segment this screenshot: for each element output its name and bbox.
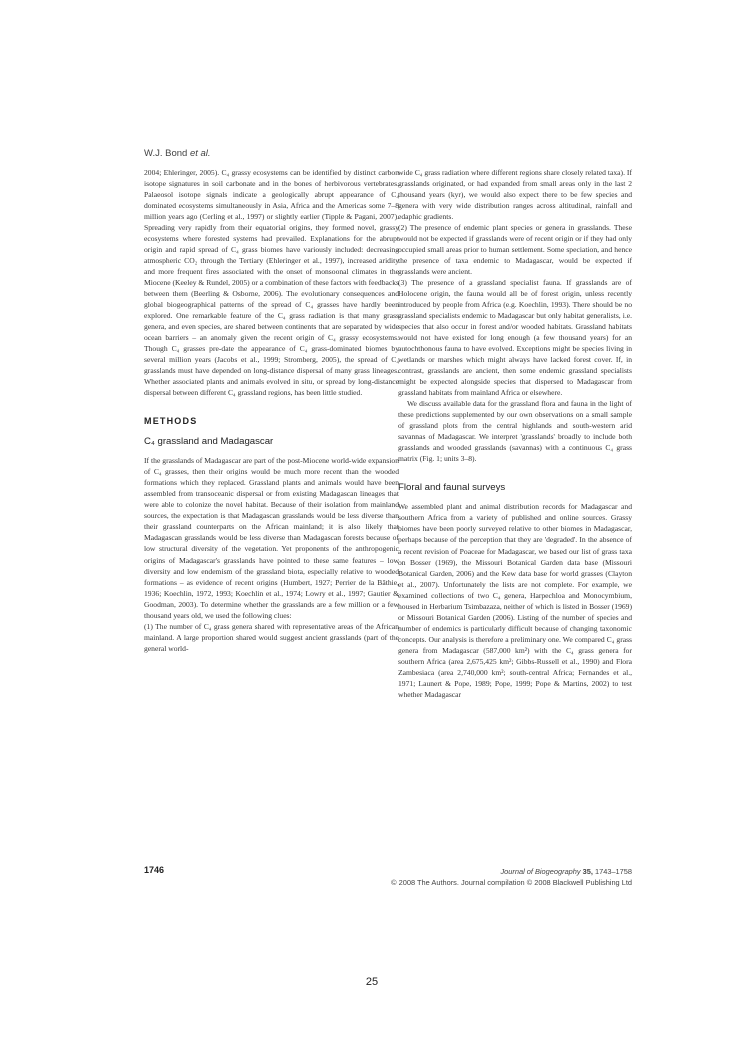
right-column — [398, 167, 632, 700]
clue-1-start: (1) The number of C₄ grass genera shared with representative areas of the African mainland. A large proportion shared would suggest ancient grasslands (part of the general world- — [144, 621, 399, 653]
journal-volume: 35, — [582, 867, 593, 876]
surveys-paragraph: We assembled plant and animal distribution records for Madagascar and southern Africa from a variety of published and online sources. Grassy biomes have been poorly surveyed relative to other biomes in Madagascar, perhaps because of the perception that they are 'degraded'. In the absence of a recent revision of Poaceae for Madagascar, we based our list of grass taxa on Bosser (1969), the Missouri Botanical Garden data base (Missouri Botanical Garden, 2006) and the Kew data base for world grasses (Clayton et al., 2007). Unfortunately the lists are not complete. For example, we examined collections of two C₄ genera, Harpechloa and Monocymbium, housed in Herbarium Tsimbazaza, neither of which is listed in Bosser (1969) or Missouri Botanical Garden (2006). Listing of the number of species and number of endemics is particularly difficult because of changing taxonomic concepts. Our analysis is therefore a preliminary one. We compared C₄ grass genera from Madagascar (587,000 km²) with the C₄ grass genera for southern Africa (area 2,675,425 km²; Gibbs-Russell et al., 1990) and Flora Zambesiaca (area 2,740,000 km²; south-central Africa; Fernandes et al., 1971; Launert & Pope, 1989; Pope, 1999; Pope & Martins, 2002) to test whether Madagascar — [398, 502, 632, 699]
clue-2: (2) The presence of endemic plant species or genera in grasslands. These would not be expected if grasslands were of recent origin or if they had only occupied small areas prior to human settlement. Some speciation, and hence the presence of taxa endemic to Madagascar, would be expected if grasslands were ancient. — [398, 223, 632, 277]
methods-paragraph: If the grasslands of Madagascar are part of the post-Miocene world-wide expansion of C₄ grasses, then their origins would be much more recent than the wooded formations which they replaced. Grassland plants and animals would have been assembled from transoceanic dispersal or from existing Madagascan lineages that were able to colonize the novel habitat. Because of their isolation from mainland sources, the expectation is that Madagascan grasslands would be less diverse than their grassland counterparts on the African mainland; it is also likely that Madagascan grasslands would be less diverse than Madagascan forests because of low structural diversity of the vegetation. Yet proponents of the anthropogenic origins of Madagascar's grasslands have pointed to these same features – low diversity and low endemism of the grassland biota, especially relative to wooded formations – as evidence of recent origins (Humbert, 1927; Perrier de la Bâthie, 1936; Koechlin, 1972, 1993; Koechlin et al., 1974; Lowry et al., 1997; Gautier & Goodman, 2003). To determine whether the grasslands are a few million or a few thousand years old, we used the following clues: — [144, 456, 399, 620]
running-head — [144, 148, 211, 159]
intro-paragraph: 2004; Ehleringer, 2005). C₄ grassy ecosystems can be identified by distinct carbon isotope signatures in soil carbonate and in the bones of herbivorous vertebrates. Palaeosol isotope signals indicate a geologically abrupt appearance of C₄ dominated ecosystems simultaneously in Asia, Africa and the Americas some 7–8 million years ago (Cerling et al., 1997) or slightly earlier (Tipple & Pagani, 2007). Spreading very rapidly from their equatorial origins, they formed novel, grassy ecosystems where forested systems had prevailed. Explanations for the abrupt origin and rapid spread of C₄ grass biomes have variously included: decreasing atmospheric CO₂ through the Tertiary (Ehleringer et al., 1997), increased aridity and more frequent fires associated with the onset of monsoonal climates in the Miocene (Keeley & Rundel, 2005) or a combination of these factors with feedbacks between them (Beerling & Osborne, 2006). The evolutionary consequences and global biogeographical patterns of the spread of C₄ grasses have hardly been explored. One remarkable feature of the C₄ grass radiation is that many grass genera, and even species, are shared between continents that are separated by wide ocean barriers – an anomaly given the recent origin of C₄ grassy ecosystems. Though C₄ grasses pre-date the appearance of C₄ grass-dominated biomes by several million years (Jacobs et al., 1999; Stromberg, 2005), the spread of C₄ grasslands must have depended on long-distance dispersal of many grass lineages. Whether associated plants and animals evolved in situ, or spread by long-distance dispersal between different C₄ grassland regions, has been little studied. — [144, 168, 399, 398]
left-column — [144, 167, 399, 654]
journal-pages: 1743–1758 — [595, 867, 632, 876]
clue-1-end: wide C₄ grass radiation where different regions share closely related taxa). If grasslands originated, or had expanded from small areas only in the last 2 thousand years (kyr), we would also expect there to be few species and genera with very wide distribution ranges across altitudinal, rainfall and edaphic gradients. — [398, 168, 632, 222]
running-head-authors: W.J. Bond — [144, 148, 188, 159]
clue-3: (3) The presence of a grassland specialist fauna. If grasslands are of Holocene origin, the fauna would all be of forest origin, unless recently introduced by people from Africa (e.g. Koechlin, 1993). There should be no grassland specialists endemic to Madagascar but only habitat generalists, i.e. species that also occur in forest and/or wooded habitats. Grassland habitats would not have existed for long enough (a few thousand years) for an autochthonous fauna to have evolved. Exceptions might be species living in wetlands or marshes which might always have lacked forest cover. If, in contrast, grasslands are ancient, then some endemic grassland specialists might be expected alongside species that dispersed to Madagascar from grassland habitats from mainland Africa or elsewhere. — [398, 278, 632, 398]
folio-page-number: 1746 — [144, 865, 165, 875]
journal-name: Journal of Biogeography — [500, 867, 581, 876]
subheading-c4-grassland-madagascar: C₄ grassland and Madagascar — [144, 436, 274, 448]
running-head-etal: et al. — [189, 148, 211, 159]
subheading-floral-faunal-surveys: Floral and faunal surveys — [398, 482, 506, 494]
methods-heading: METHODS — [144, 416, 198, 427]
discussion-paragraph: We discuss available data for the grassland flora and fauna in the light of these predictions supplemented by our own observations on a small sample of grassland plots from the central highlands and south-western arid savannas of Madagascar. We interpret 'grasslands' broadly to include both grasslands and wooded grasslands (savannas) with a continuous C₄ grass matrix (Fig. 1; units 3–8). — [398, 399, 632, 464]
journal-footer — [391, 866, 632, 888]
journal-citation — [391, 866, 632, 877]
viewer-page-number: 25 — [365, 976, 379, 988]
copyright-line: © 2008 The Authors. Journal compilation © 2008 Blackwell Publishing Ltd — [391, 878, 632, 887]
